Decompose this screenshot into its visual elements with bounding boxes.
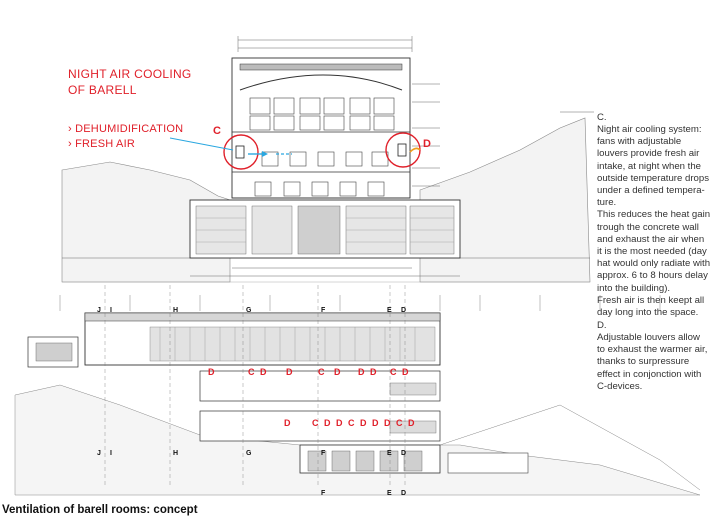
tag-c: C bbox=[248, 367, 255, 377]
marker-c: C bbox=[213, 125, 222, 137]
grid-label-bottom-j: J bbox=[97, 450, 101, 457]
grid-label-top-j: J bbox=[97, 307, 101, 314]
tag-d: D bbox=[284, 418, 291, 428]
grid-label-top-f: F bbox=[321, 307, 326, 314]
tag-c: C bbox=[390, 367, 397, 377]
tag-d: D bbox=[384, 418, 391, 428]
grid-label-foot-d: D bbox=[401, 490, 407, 497]
tag-d: D bbox=[402, 367, 409, 377]
tag-row-2 bbox=[284, 418, 424, 430]
tag-d: D bbox=[358, 367, 365, 377]
grid-label-bottom-e: E bbox=[387, 450, 392, 457]
tag-row-1 bbox=[208, 367, 408, 379]
grid-label-bottom-f: F bbox=[321, 450, 326, 457]
night-air-cooling-title: NIGHT AIR COOLING OF BARELL bbox=[68, 67, 192, 97]
tag-d: D bbox=[360, 418, 367, 428]
figure-caption: Ventilation of barell rooms: concept bbox=[2, 504, 198, 516]
grid-label-bottom-i: I bbox=[110, 450, 112, 457]
tag-c: C bbox=[318, 367, 325, 377]
grid-label-top-g: G bbox=[246, 307, 252, 314]
marker-d: D bbox=[423, 138, 432, 150]
grid-label-bottom-h: H bbox=[173, 450, 179, 457]
fresh-air-label: › FRESH AIR bbox=[68, 138, 135, 150]
tag-d: D bbox=[208, 367, 215, 377]
grid-label-top-h: H bbox=[173, 307, 179, 314]
grid-label-top-d: D bbox=[401, 307, 407, 314]
tag-d: D bbox=[334, 367, 341, 377]
tag-c: C bbox=[396, 418, 403, 428]
tag-d: D bbox=[370, 367, 377, 377]
tag-d: D bbox=[324, 418, 331, 428]
grid-label-top-e: E bbox=[387, 307, 392, 314]
tag-c: C bbox=[312, 418, 319, 428]
grid-label-bottom-g: G bbox=[246, 450, 252, 457]
tag-d: D bbox=[372, 418, 379, 428]
tag-d: D bbox=[408, 418, 415, 428]
dehumidification-label: › DEHUMIDIFICATION bbox=[68, 123, 184, 135]
grid-label-bottom-d: D bbox=[401, 450, 407, 457]
note-d-heading: D. bbox=[597, 320, 607, 331]
tag-c: C bbox=[348, 418, 355, 428]
tag-d: D bbox=[336, 418, 343, 428]
grid-label-foot-f: F bbox=[321, 490, 326, 497]
note-c-heading: C. bbox=[597, 112, 607, 123]
grid-label-top-i: I bbox=[110, 307, 112, 314]
note-d-text: Adjustable louvers allow to exhaust the warmer air, thanks to surpressure effect in conjonction with C-devices. bbox=[597, 332, 708, 392]
tag-d: D bbox=[286, 367, 293, 377]
grid-label-foot-e: E bbox=[387, 490, 392, 497]
tag-d: D bbox=[260, 367, 267, 377]
callout-line bbox=[170, 138, 233, 150]
note-c-text: Night air cooling system: fans with adjustable louvers provide fresh air intake, at night when the outside temperature drops under a defined tempera- ture. This reduces the heat gain trough the concrete wall and exhaust the air when it is the most needed (day hat would only radiate with approx. 6 to 8 hours delay into the building). Fresh air is then keept all day long into the space. bbox=[597, 124, 711, 319]
